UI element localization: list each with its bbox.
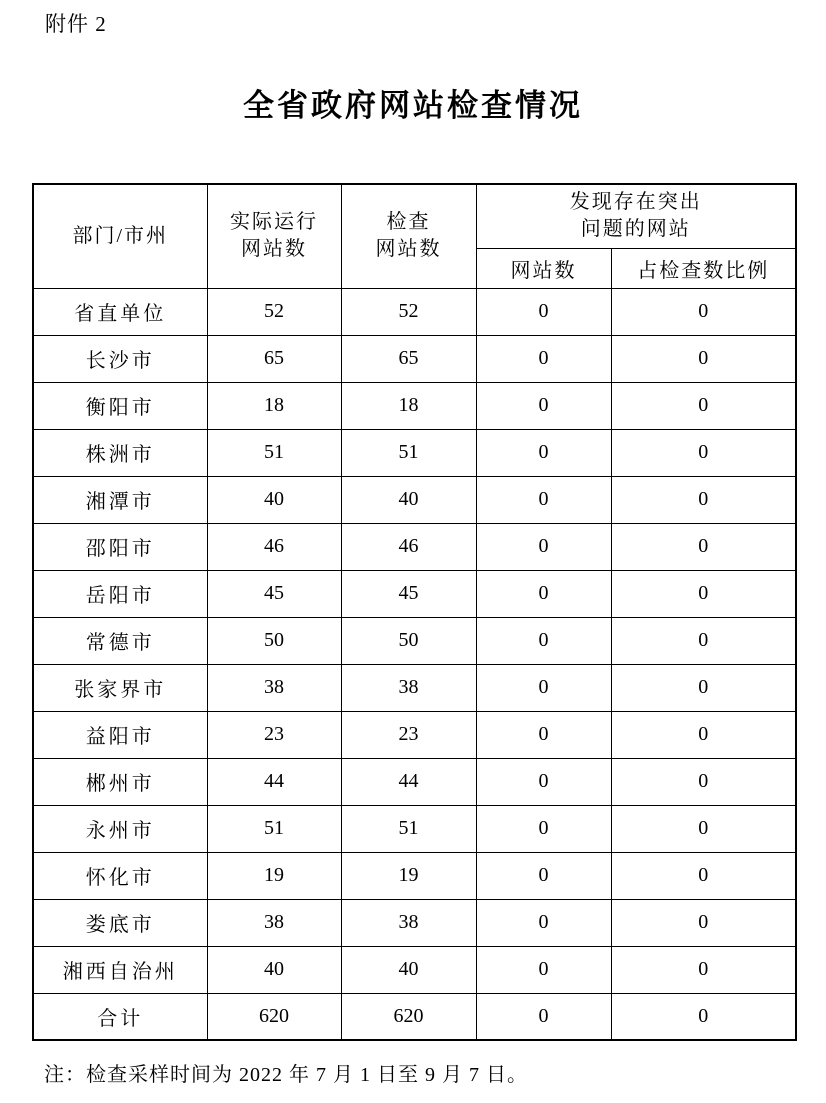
cell-running: 65	[207, 335, 341, 382]
table-header	[33, 184, 796, 288]
cell-problem-ratio: 0	[611, 476, 796, 523]
cell-running: 52	[207, 288, 341, 335]
cell-running: 46	[207, 523, 341, 570]
table-row	[33, 570, 796, 617]
page-title: 全省政府网站检查情况	[243, 88, 583, 123]
table-row	[33, 852, 796, 899]
cell-running: 18	[207, 382, 341, 429]
table-row	[33, 335, 796, 382]
cell-problem-count: 0	[476, 570, 611, 617]
cell-inspected: 40	[341, 946, 476, 993]
cell-department: 湘潭市	[33, 476, 207, 523]
cell-inspected: 51	[341, 805, 476, 852]
cell-department: 合计	[33, 993, 207, 1040]
table-row	[33, 523, 796, 570]
cell-department: 张家界市	[33, 664, 207, 711]
cell-department: 长沙市	[33, 335, 207, 382]
cell-problem-ratio: 0	[611, 852, 796, 899]
cell-inspected: 45	[341, 570, 476, 617]
cell-problem-ratio: 0	[611, 664, 796, 711]
column-header-problem-ratio: 占检查数比例	[611, 248, 796, 288]
cell-department: 怀化市	[33, 852, 207, 899]
header-row-top	[33, 184, 796, 248]
cell-problem-count: 0	[476, 664, 611, 711]
cell-department: 娄底市	[33, 899, 207, 946]
cell-problem-ratio: 0	[611, 429, 796, 476]
cell-running: 45	[207, 570, 341, 617]
cell-problem-count: 0	[476, 429, 611, 476]
column-header-problem-count: 网站数	[476, 248, 611, 288]
cell-running: 19	[207, 852, 341, 899]
cell-department: 省直单位	[33, 288, 207, 335]
cell-running: 40	[207, 476, 341, 523]
cell-department: 益阳市	[33, 711, 207, 758]
table-row	[33, 899, 796, 946]
cell-problem-ratio: 0	[611, 288, 796, 335]
cell-inspected: 19	[341, 852, 476, 899]
cell-problem-ratio: 0	[611, 899, 796, 946]
cell-problem-count: 0	[476, 382, 611, 429]
table-row	[33, 664, 796, 711]
footnote: 注：检查采样时间为 2022 年 7 月 1 日至 9 月 7 日。	[44, 1064, 528, 1086]
table-row	[33, 711, 796, 758]
table-row	[33, 288, 796, 335]
cell-problem-ratio: 0	[611, 617, 796, 664]
cell-problem-count: 0	[476, 899, 611, 946]
cell-problem-ratio: 0	[611, 758, 796, 805]
cell-problem-ratio: 0	[611, 382, 796, 429]
cell-problem-ratio: 0	[611, 993, 796, 1040]
cell-department: 湘西自治州	[33, 946, 207, 993]
column-header-inspected: 检查 网站数	[341, 184, 476, 288]
cell-problem-count: 0	[476, 758, 611, 805]
cell-inspected: 23	[341, 711, 476, 758]
column-header-department: 部门/市州	[33, 184, 207, 288]
cell-running: 51	[207, 429, 341, 476]
cell-running: 50	[207, 617, 341, 664]
cell-inspected: 38	[341, 899, 476, 946]
cell-department: 永州市	[33, 805, 207, 852]
cell-problem-count: 0	[476, 288, 611, 335]
table-row	[33, 429, 796, 476]
cell-problem-ratio: 0	[611, 335, 796, 382]
cell-inspected: 50	[341, 617, 476, 664]
total-row	[33, 993, 796, 1040]
table-body	[33, 288, 796, 1040]
table-row	[33, 382, 796, 429]
cell-problem-count: 0	[476, 335, 611, 382]
cell-inspected: 44	[341, 758, 476, 805]
cell-department: 邵阳市	[33, 523, 207, 570]
cell-problem-count: 0	[476, 617, 611, 664]
cell-inspected: 51	[341, 429, 476, 476]
cell-problem-count: 0	[476, 852, 611, 899]
cell-problem-ratio: 0	[611, 570, 796, 617]
cell-problem-count: 0	[476, 946, 611, 993]
cell-running: 38	[207, 899, 341, 946]
cell-department: 常德市	[33, 617, 207, 664]
cell-problem-count: 0	[476, 805, 611, 852]
cell-inspected: 18	[341, 382, 476, 429]
cell-problem-ratio: 0	[611, 805, 796, 852]
inspection-table	[32, 183, 797, 1041]
cell-running: 620	[207, 993, 341, 1040]
cell-problem-count: 0	[476, 711, 611, 758]
cell-department: 株洲市	[33, 429, 207, 476]
table-row	[33, 476, 796, 523]
cell-inspected: 46	[341, 523, 476, 570]
cell-problem-count: 0	[476, 523, 611, 570]
cell-problem-ratio: 0	[611, 523, 796, 570]
cell-department: 衡阳市	[33, 382, 207, 429]
cell-running: 23	[207, 711, 341, 758]
column-header-problem-group: 发现存在突出 问题的网站	[476, 184, 796, 248]
table-row	[33, 758, 796, 805]
cell-inspected: 65	[341, 335, 476, 382]
cell-problem-ratio: 0	[611, 711, 796, 758]
table-row	[33, 946, 796, 993]
cell-problem-count: 0	[476, 993, 611, 1040]
cell-problem-ratio: 0	[611, 946, 796, 993]
cell-inspected: 620	[341, 993, 476, 1040]
cell-department: 岳阳市	[33, 570, 207, 617]
table-row	[33, 617, 796, 664]
column-header-running: 实际运行 网站数	[207, 184, 341, 288]
cell-inspected: 40	[341, 476, 476, 523]
cell-running: 40	[207, 946, 341, 993]
cell-inspected: 52	[341, 288, 476, 335]
cell-running: 51	[207, 805, 341, 852]
attachment-label: 附件 2	[45, 12, 107, 36]
cell-running: 38	[207, 664, 341, 711]
cell-inspected: 38	[341, 664, 476, 711]
cell-running: 44	[207, 758, 341, 805]
table-row	[33, 805, 796, 852]
cell-problem-count: 0	[476, 476, 611, 523]
cell-department: 郴州市	[33, 758, 207, 805]
